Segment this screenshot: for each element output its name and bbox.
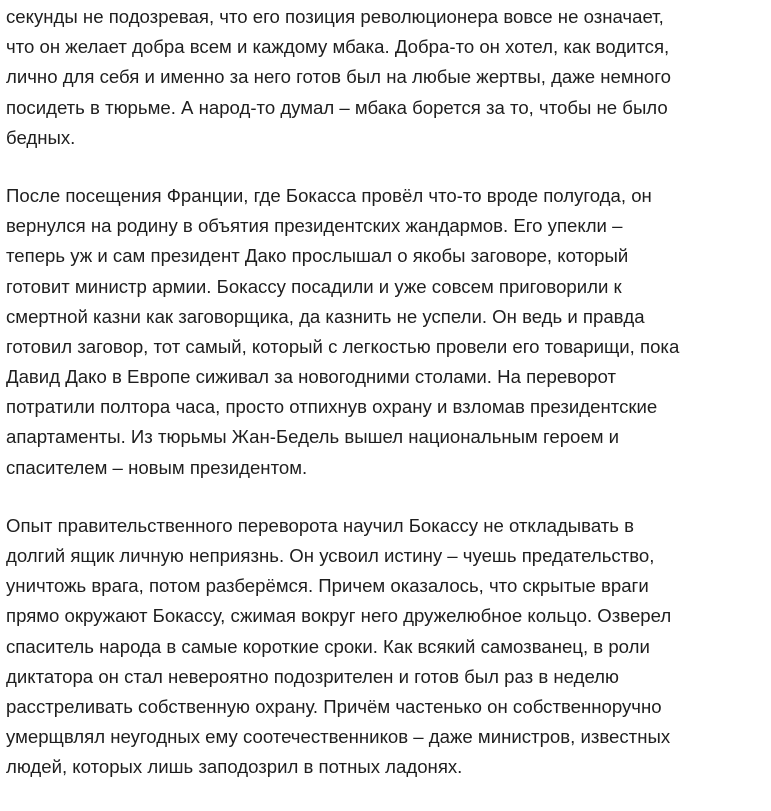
text-line: потратили полтора часа, просто отпихнув охрану и взломав президентские — [6, 396, 658, 418]
paragraph-2 — [6, 181, 766, 483]
text-line: прямо окружают Бокассу, сжимая вокруг него дружелюбное кольцо. Озверел — [6, 605, 672, 627]
text-line: Опыт правительственного переворота научил Бокассу не откладывать в — [6, 514, 635, 536]
text-line: Давид Дако в Европе сиживал за новогодними столами. На переворот — [6, 366, 616, 388]
paragraph-1 — [6, 2, 766, 153]
text-line: готовит министр армии. Бокассу посадили и уже совсем приговорили к — [6, 275, 622, 297]
text-line: умерщвлял неугодных ему соотечественников – даже министров, известных — [6, 726, 671, 748]
text-line: После посещения Франции, где Бокасса провёл что-то вроде полугода, он — [6, 184, 652, 206]
article-body — [6, 2, 766, 811]
paragraph-3 — [6, 511, 766, 783]
text-line: бедных. — [6, 126, 76, 148]
text-line: людей, которых лишь заподозрил в потных ладонях. — [6, 756, 463, 778]
text-line: спаситель народа в самые короткие сроки. Как всякий самозванец, в роли — [6, 635, 650, 657]
text-line: расстреливать собственную охрану. Причём частенько он собственноручно — [6, 695, 662, 717]
text-line: что он желает добра всем и каждому мбака. Добра-то он хотел, как водится, — [6, 36, 670, 58]
text-line: готовил заговор, тот самый, который с легкостью провели его товарищи, пока — [6, 335, 680, 357]
text-line: диктатора он стал невероятно подозрителен и готов был раз в неделю — [6, 665, 619, 687]
text-line: уничтожь врага, потом разберёмся. Причем оказалось, что скрытые враги — [6, 575, 649, 597]
text-line: лично для себя и именно за него готов был на любые жертвы, даже немного — [6, 66, 671, 88]
text-line: посидеть в тюрьме. А народ-то думал – мбака борется за то, чтобы не было — [6, 96, 668, 118]
text-line: долгий ящик личную неприязнь. Он усвоил истину – чуешь предательство, — [6, 545, 655, 566]
text-line: апартаменты. Из тюрьмы Жан-Бедель вышел национальным героем и — [6, 426, 620, 448]
text-line: смертной казни как заговорщика, да казнить не успели. Он ведь и правда — [6, 305, 645, 327]
text-line: теперь уж и сам президент Дако прослышал о якобы заговоре, который — [6, 245, 629, 267]
text-line: спасителем – новым президентом. — [6, 456, 308, 478]
text-line: вернулся на родину в объятия президентских жандармов. Его упекли – — [6, 215, 623, 237]
text-line: секунды не подозревая, что его позиция революционера вовсе не означает, — [6, 6, 664, 27]
